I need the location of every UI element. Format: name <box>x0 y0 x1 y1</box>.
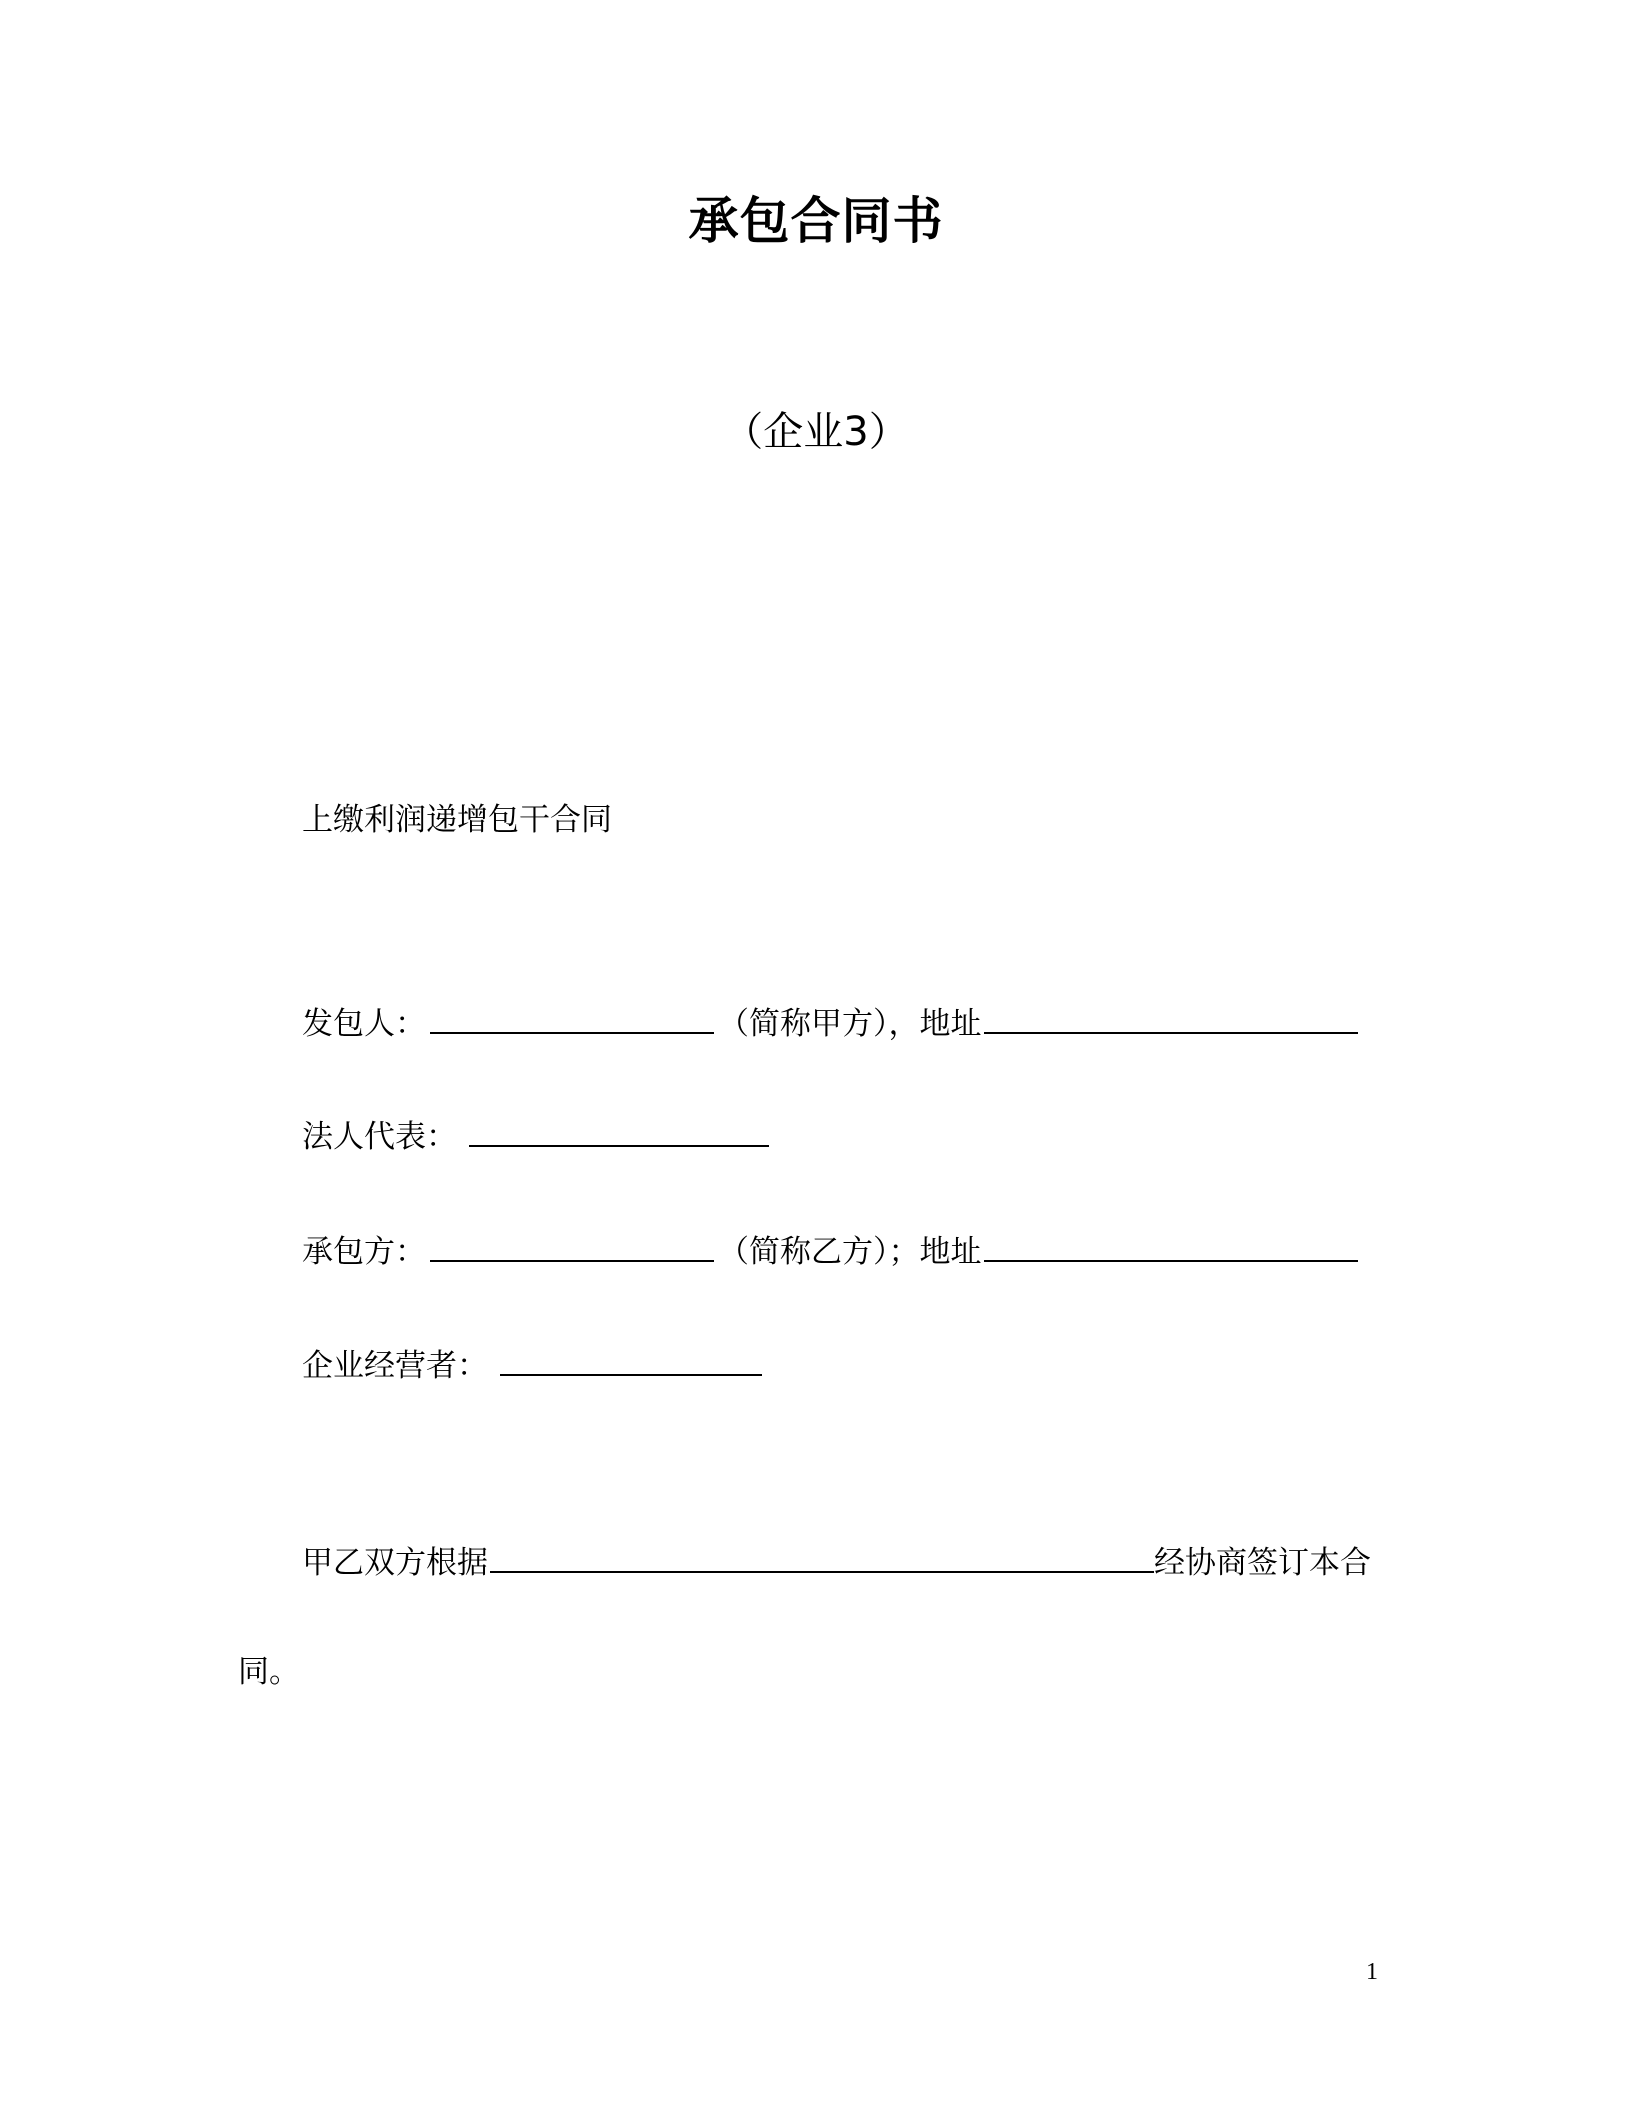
contractor-name-blank[interactable] <box>430 1232 714 1262</box>
contractor-label: 承包方： <box>302 1234 426 1270</box>
operator-line <box>302 1346 766 1382</box>
issuer-address-blank[interactable] <box>984 1004 1358 1034</box>
contract-type-heading: 上缴利润递增包干合同 <box>302 802 612 838</box>
document-title: 承包合同书 <box>688 192 944 250</box>
legal-rep-blank[interactable] <box>469 1117 769 1147</box>
contractor-abbrev: （简称乙方）；地址 <box>718 1234 982 1270</box>
issuer-abbrev: （简称甲方），地址 <box>718 1006 982 1042</box>
agreement-line <box>302 1543 1371 1579</box>
agreement-continuation: 同。 <box>238 1654 300 1690</box>
agreement-prefix: 甲乙双方根据 <box>302 1545 488 1581</box>
legal-rep-label: 法人代表： <box>302 1119 457 1155</box>
contractor-address-blank[interactable] <box>984 1232 1358 1262</box>
document-subtitle: （企业3） <box>723 409 909 455</box>
issuer-name-blank[interactable] <box>430 1004 714 1034</box>
operator-label: 企业经营者： <box>302 1348 488 1384</box>
page-number: 1 <box>1366 1959 1378 1985</box>
operator-blank[interactable] <box>500 1346 762 1376</box>
agreement-suffix: 经协商签订本合 <box>1154 1545 1371 1581</box>
legal-rep-line <box>302 1117 773 1153</box>
contractor-line <box>302 1232 1362 1268</box>
agreement-basis-blank[interactable] <box>490 1543 1154 1573</box>
issuer-label: 发包人： <box>302 1006 426 1042</box>
issuer-line <box>302 1004 1362 1040</box>
